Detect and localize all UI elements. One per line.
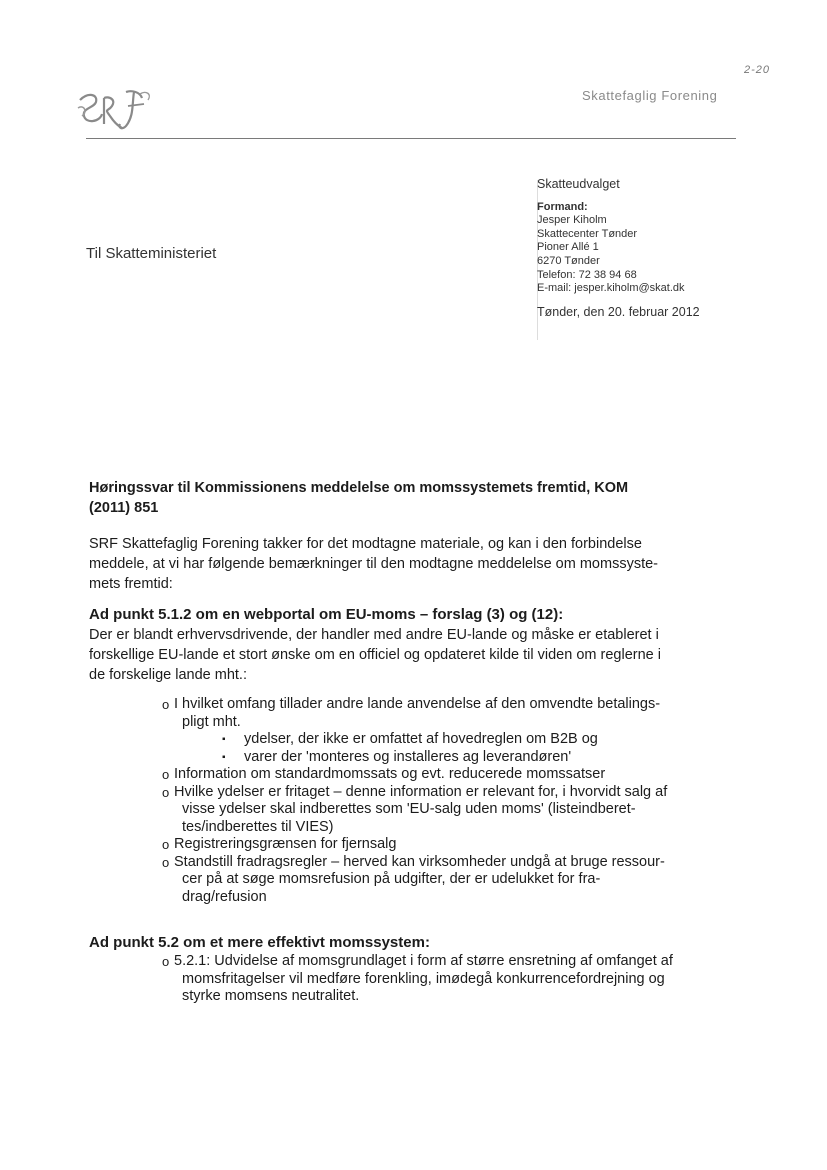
recipient: Til Skatteministeriet bbox=[86, 245, 217, 262]
handwritten-note: 2-20 bbox=[744, 64, 771, 76]
spacer bbox=[537, 192, 700, 201]
committee-name: Skatteudvalget bbox=[537, 177, 620, 191]
list-item-line: Registreringsgrænsen for fjernsalg bbox=[174, 836, 397, 852]
list-item bbox=[162, 836, 752, 854]
bullet-marker: o bbox=[162, 837, 170, 852]
sub-list-item bbox=[174, 749, 752, 767]
bullet-marker: o bbox=[162, 854, 170, 870]
header-divider bbox=[86, 138, 736, 139]
sender-line: Jesper Kiholm bbox=[537, 214, 607, 227]
sender-email: E-mail: jesper.kiholm@skat.dk bbox=[537, 282, 685, 295]
section2-heading: Ad punkt 5.2 om et mere effektivt momssystem: bbox=[89, 934, 430, 951]
sub-list-item bbox=[174, 731, 752, 749]
section1-body-line: de forskelige lande mht.: bbox=[89, 667, 247, 683]
sender-block bbox=[537, 178, 700, 319]
bullet-marker: o bbox=[162, 784, 170, 800]
sub-bullet-marker: ▪ bbox=[222, 734, 226, 745]
list-item-line: visse ydelser skal indberettes som 'EU-salg uden moms' (listeindberet- bbox=[182, 801, 636, 817]
section1-body-line: forskellige EU-lande et stort ønske om en officiel og opdateret kilde til viden om reglerne i bbox=[89, 647, 661, 663]
srf-logo bbox=[74, 86, 158, 136]
sender-line: Skattecenter Tønder bbox=[537, 227, 638, 240]
list-item-line: 5.2.1: Udvidelse af momsgrundlaget i form af større ensretning af omfanget af bbox=[174, 953, 673, 969]
list-item-line: cer på at søge momsrefusion på udgifter, der er udelukket for fra- bbox=[182, 871, 601, 887]
section1-body bbox=[89, 625, 749, 685]
list-item-line: Hvilke ydelser er fritaget – denne information er relevant for, i hvorvidt salg af bbox=[174, 783, 668, 800]
list-item bbox=[162, 953, 752, 1006]
section1-body-line: Der er blandt erhvervsdrivende, der handler med andre EU-lande og måske er etableret i bbox=[89, 627, 659, 643]
list-item-line: tes/indberettes til VIES) bbox=[182, 818, 334, 835]
sub-list-item-text: varer der 'monteres og installeres ag leverandøren' bbox=[244, 748, 572, 765]
sender-line: 6270 Tønder bbox=[537, 254, 600, 267]
section1-list bbox=[162, 696, 752, 906]
section2-list bbox=[162, 953, 752, 1006]
list-item-line: drag/refusion bbox=[182, 888, 267, 905]
intro-line: meddele, at vi har følgende bemærkninger til den modtagne meddelelse om momssyste- bbox=[89, 556, 658, 572]
section1-heading: Ad punkt 5.1.2 om en webportal om EU-moms – forslag (3) og (12): bbox=[89, 606, 564, 623]
bullet-marker: o bbox=[162, 697, 170, 712]
list-item-line: pligt mht. bbox=[182, 713, 241, 730]
document-title bbox=[89, 478, 739, 518]
title-line: (2011) 851 bbox=[89, 500, 159, 516]
chair-label: Formand: bbox=[537, 200, 588, 213]
list-item-line: Standstill fradragsregler – herved kan virksomheder undgå at bruge ressour- bbox=[174, 853, 665, 870]
bullet-marker: o bbox=[162, 954, 170, 969]
sender-phone: Telefon: 72 38 94 68 bbox=[537, 268, 637, 281]
list-item bbox=[162, 854, 752, 907]
intro-line: SRF Skattefaglig Forening takker for det modtagne materiale, og kan i den forbindelse bbox=[89, 536, 642, 552]
organization-name: Skattefaglig Forening bbox=[582, 88, 718, 103]
sub-list-item-text: ydelser, der ikke er omfattet af hovedreglen om B2B og bbox=[244, 731, 598, 747]
list-item-line: I hvilket omfang tillader andre lande anvendelse af den omvendte betalings- bbox=[174, 696, 661, 712]
list-item-line: momsfritagelser vil medføre forenkling, imødegå konkurrencefordrejning og bbox=[182, 970, 665, 987]
sender-line: Pioner Allé 1 bbox=[537, 241, 599, 254]
intro-paragraph bbox=[89, 534, 739, 594]
sub-bullet-marker: ▪ bbox=[222, 751, 226, 763]
intro-line: mets fremtid: bbox=[89, 576, 173, 592]
title-line: Høringssvar til Kommissionens meddelelse om momssystemets fremtid, KOM bbox=[89, 480, 629, 496]
list-item-line: styrke momsens neutralitet. bbox=[182, 988, 360, 1004]
list-item bbox=[162, 696, 752, 766]
list-item bbox=[162, 766, 752, 784]
bullet-marker: o bbox=[162, 767, 170, 782]
list-item bbox=[162, 784, 752, 837]
date-line: Tønder, den 20. februar 2012 bbox=[537, 304, 700, 319]
list-item-line: Information om standardmomssats og evt. reducerede momssatser bbox=[174, 766, 606, 782]
